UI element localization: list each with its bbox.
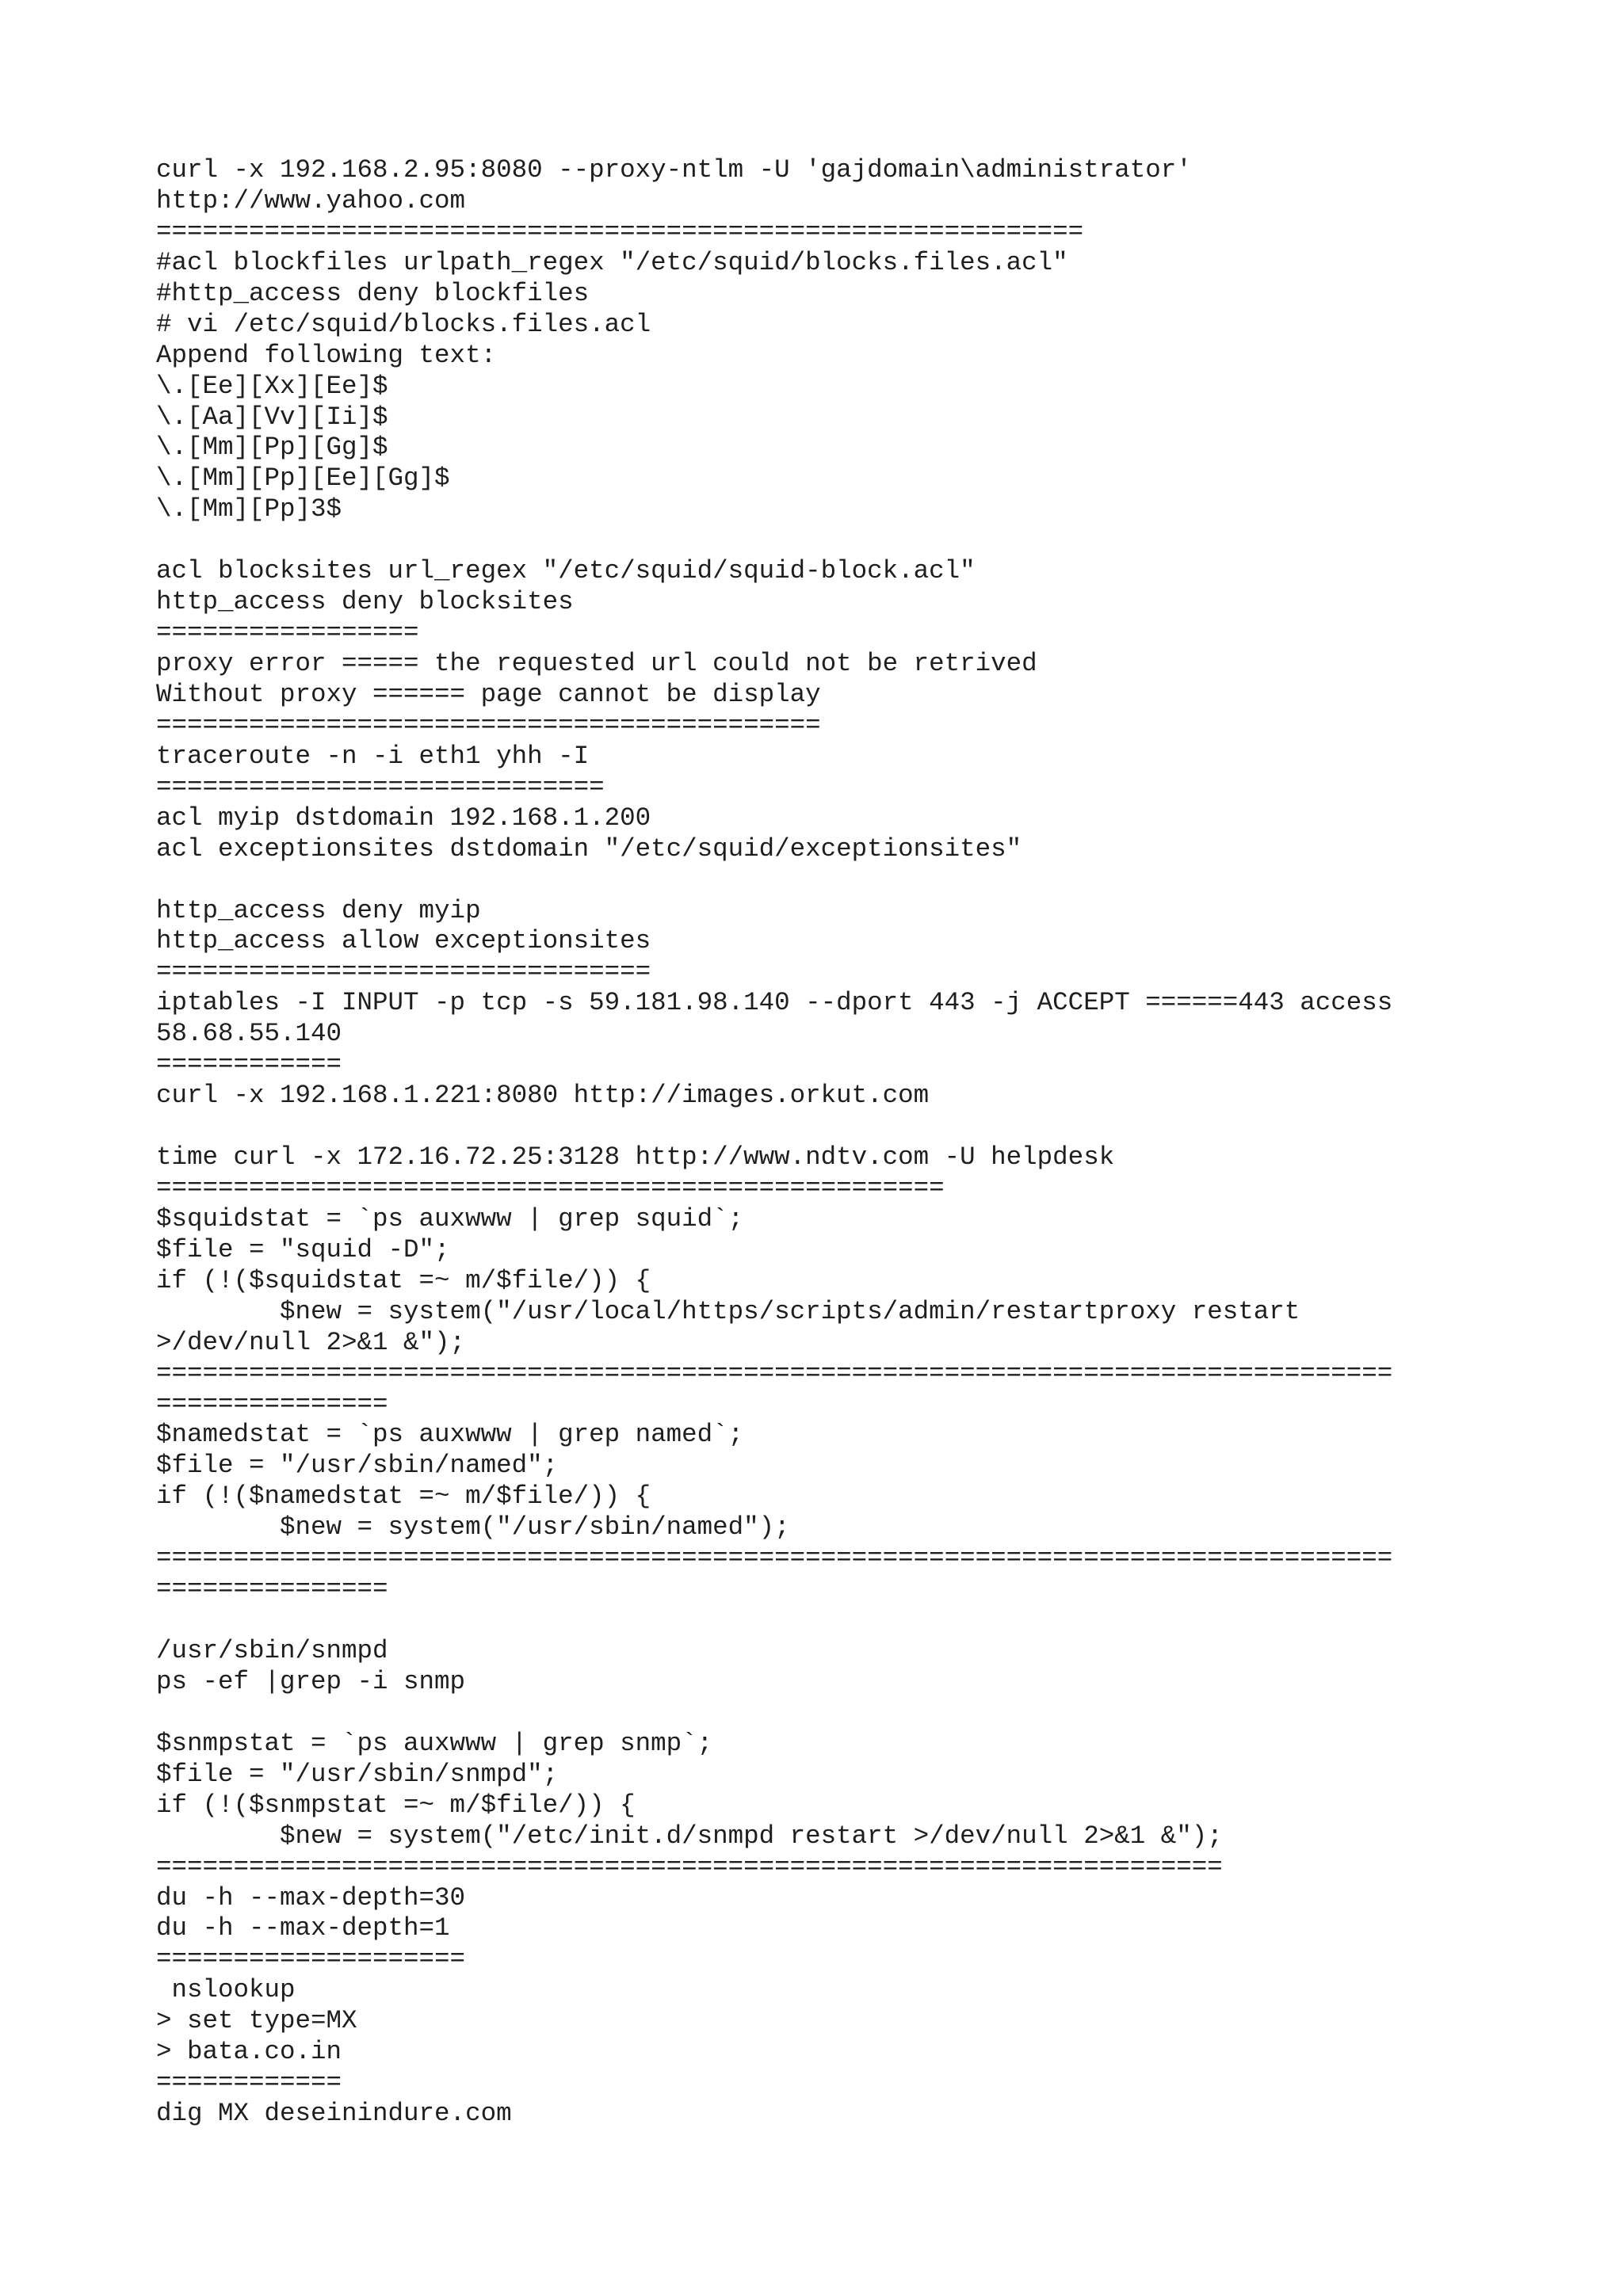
text-line: $snmpstat = `ps auxwww | grep snmp`; bbox=[156, 1728, 713, 1758]
text-line: $new = system("/usr/sbin/named"); bbox=[156, 1512, 790, 1543]
document-text bbox=[156, 155, 1392, 2130]
text-line: >/dev/null 2>&1 &"); bbox=[156, 1327, 466, 1357]
text-line: curl -x 192.168.1.221:8080 http://images.orkut.com bbox=[156, 1081, 930, 1111]
text-line bbox=[156, 525, 1392, 556]
text-line: =================================================== bbox=[156, 1173, 945, 1203]
text-line: if (!($snmpstat =~ m/$file/)) { bbox=[156, 1790, 636, 1820]
text-line: #acl blockfiles urlpath_regex "/etc/squid/blocks.files.acl" bbox=[156, 247, 1068, 277]
text-line: if (!($squidstat =~ m/$file/)) { bbox=[156, 1265, 651, 1295]
text-line: ================================================================================ bbox=[156, 1543, 1393, 1573]
text-line: $new = system("/usr/local/https/scripts/admin/restartproxy restart bbox=[156, 1296, 1300, 1326]
text-line: acl blocksites url_regex "/etc/squid/squid-block.acl" bbox=[156, 556, 976, 586]
text-line: > bata.co.in bbox=[156, 2037, 342, 2067]
text-line: time curl -x 172.16.72.25:3128 http://www.ndtv.com -U helpdesk bbox=[156, 1142, 1115, 1172]
text-line: nslookup bbox=[156, 1975, 296, 2005]
text-line: \.[Mm][Pp][Ee][Gg]$ bbox=[156, 463, 450, 494]
text-line: 58.68.55.140 bbox=[156, 1019, 342, 1049]
text-line: > set type=MX bbox=[156, 2006, 357, 2036]
text-line: http://www.yahoo.com bbox=[156, 185, 466, 215]
text-line: du -h --max-depth=30 bbox=[156, 1882, 466, 1913]
text-line: $namedstat = `ps auxwww | grep named`; bbox=[156, 1420, 744, 1450]
text-line: \.[Mm][Pp][Gg]$ bbox=[156, 433, 388, 463]
text-line: Append following text: bbox=[156, 340, 497, 370]
text-line bbox=[156, 1112, 1392, 1142]
text-line: acl myip dstdomain 192.168.1.200 bbox=[156, 803, 651, 833]
text-line: =============== bbox=[156, 1389, 388, 1419]
text-line: if (!($namedstat =~ m/$file/)) { bbox=[156, 1482, 651, 1512]
text-line: # vi /etc/squid/blocks.files.acl bbox=[156, 309, 651, 339]
text-line: ============================= bbox=[156, 772, 605, 802]
text-line: iptables -I INPUT -p tcp -s 59.181.98.140 --dport 443 -j ACCEPT ======443 access bbox=[156, 988, 1393, 1018]
text-line: ================= bbox=[156, 618, 419, 648]
text-line: proxy error ===== the requested url could not be retrived bbox=[156, 649, 1037, 678]
text-line: ==================== bbox=[156, 1944, 466, 1974]
text-line: /usr/sbin/snmpd bbox=[156, 1636, 388, 1665]
text-line: http_access deny myip bbox=[156, 895, 481, 925]
text-line: ============ bbox=[156, 1050, 342, 1080]
text-line: http_access deny blocksites bbox=[156, 587, 574, 617]
text-line bbox=[156, 1605, 1392, 1636]
text-line bbox=[156, 1698, 1392, 1729]
text-line: curl -x 192.168.2.95:8080 --proxy-ntlm -U 'gajdomain\administrator' bbox=[156, 155, 1192, 185]
text-line: #http_access deny blockfiles bbox=[156, 278, 590, 308]
text-line: Without proxy ====== page cannot be display bbox=[156, 679, 821, 709]
text-line: \.[Ee][Xx][Ee]$ bbox=[156, 371, 388, 401]
text-line: ================================ bbox=[156, 957, 651, 987]
text-line: $file = "squid -D"; bbox=[156, 1234, 450, 1264]
text-line bbox=[156, 865, 1392, 896]
text-line: du -h --max-depth=1 bbox=[156, 1913, 450, 1943]
text-line: traceroute -n -i eth1 yhh -I bbox=[156, 741, 590, 771]
text-line: =============== bbox=[156, 1574, 388, 1604]
text-line: $squidstat = `ps auxwww | grep squid`; bbox=[156, 1203, 744, 1234]
text-line: acl exceptionsites dstdomain "/etc/squid/exceptionsites" bbox=[156, 833, 1022, 864]
text-line: ============================================================ bbox=[156, 216, 1084, 246]
text-line: http_access allow exceptionsites bbox=[156, 926, 651, 956]
text-line: $new = system("/etc/init.d/snmpd restart >/dev/null 2>&1 &"); bbox=[156, 1821, 1223, 1851]
text-line: dig MX deseinindure.com bbox=[156, 2099, 512, 2129]
text-line: ps -ef |grep -i snmp bbox=[156, 1666, 466, 1696]
text-line: =========================================== bbox=[156, 710, 821, 740]
text-line: ============ bbox=[156, 2068, 342, 2098]
text-line: ===================================================================== bbox=[156, 1852, 1223, 1882]
text-line: $file = "/usr/sbin/snmpd"; bbox=[156, 1759, 559, 1789]
text-line: \.[Aa][Vv][Ii]$ bbox=[156, 402, 388, 432]
text-line: \.[Mm][Pp]3$ bbox=[156, 494, 342, 524]
text-line: $file = "/usr/sbin/named"; bbox=[156, 1451, 559, 1481]
text-line: ================================================================================ bbox=[156, 1358, 1393, 1388]
